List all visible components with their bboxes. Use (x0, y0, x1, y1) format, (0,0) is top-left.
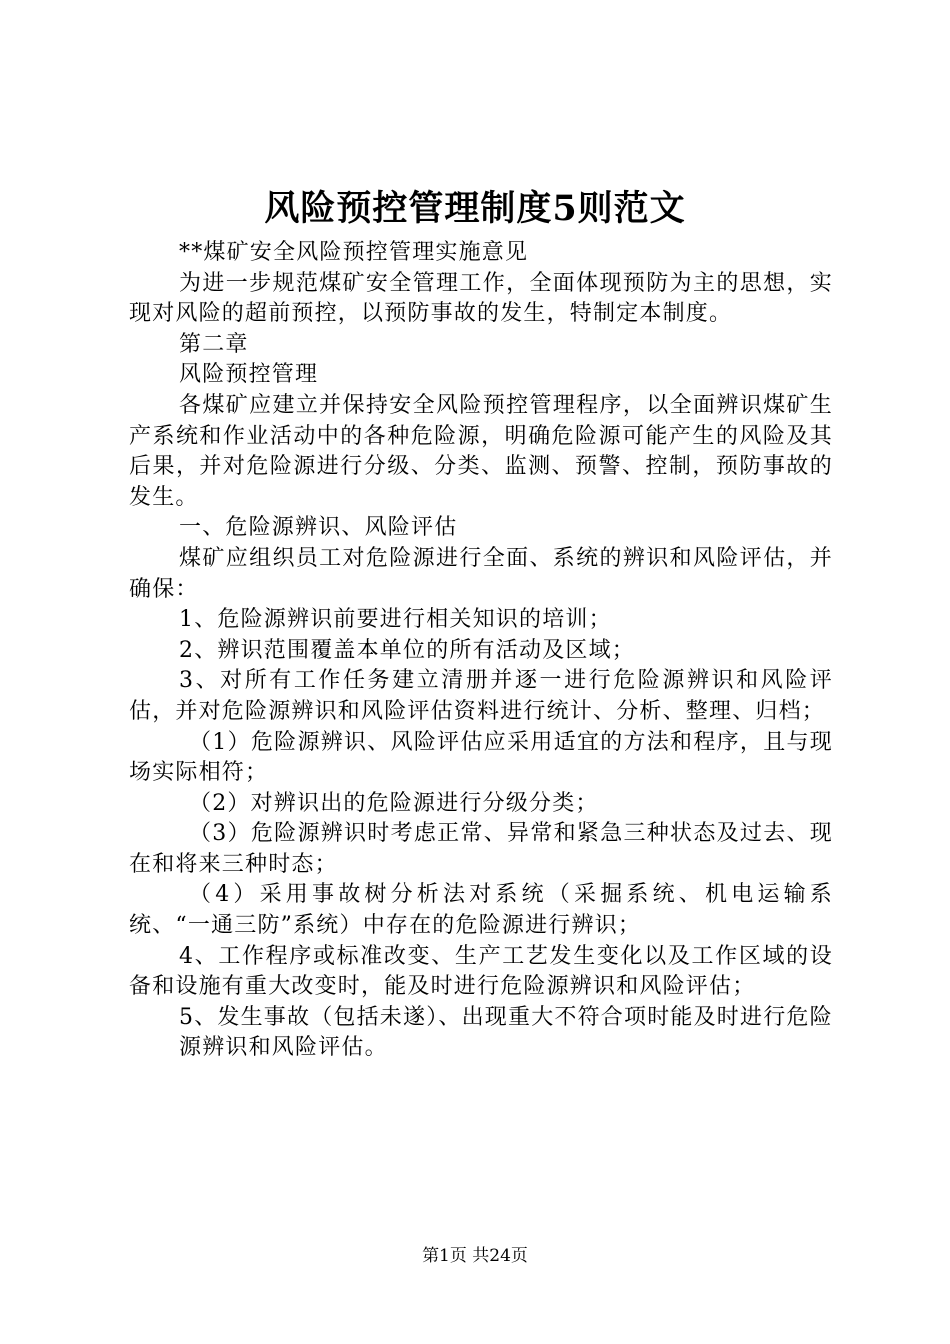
list-item: 5、发生事故（包括未遂）、出现重大不符合项时能及时进行危险 (179, 1004, 833, 1030)
sub-list-item: （1）危险源辨识、风险评估应采用适宜的方法和程序，且与现场实际相符； (129, 729, 833, 786)
paragraph-overview: 各煤矿应建立并保持安全风险预控管理程序，以全面辨识煤矿生产系统和作业活动中的各种危险源，明确危险源可能产生的风险及其后果，并对危险源进行分级、分类、监测、预警、控制，预防事故的发生。 (129, 392, 833, 510)
paragraph-chapter: 第二章 (179, 331, 249, 357)
paragraph-subtitle: **煤矿安全风险预控管理实施意见 (179, 240, 529, 265)
paragraph-section-heading: 一、危险源辨识、风险评估 (179, 515, 458, 541)
document-title: 风险预控管理制度5则范文 (264, 188, 686, 229)
paragraph-chapter-title: 风险预控管理 (179, 362, 319, 388)
list-item: 1、危险源辨识前要进行相关知识的培训； (179, 607, 612, 633)
sub-list-item: （2）对辨识出的危险源进行分级分类； (189, 790, 599, 816)
sub-list-item: （4）采用事故树分析法对系统（采掘系统、机电运输系统、“一通三防”系统）中存在的危险源进行辨识； (129, 882, 833, 939)
list-item: 2、辨识范围覆盖本单位的所有活动及区域； (179, 637, 635, 663)
list-item: 3、对所有工作任务建立清册并逐一进行危险源辨识和风险评估，并对危险源辨识和风险评估资料进行统计、分析、整理、归档； (129, 668, 833, 724)
page-number-footer: 第1页 共24页 (422, 1246, 528, 1266)
paragraph-section-intro: 煤矿应组织员工对危险源进行全面、系统的辨识和风险评估，并确保： (129, 545, 833, 602)
document-body (129, 238, 833, 1064)
sub-list-item: （3）危险源辨识时考虑正常、异常和紧急三种状态及过去、现在和将来三种时态； (129, 821, 833, 877)
paragraph-continuation: 源辨识和风险评估。 (179, 1035, 388, 1061)
paragraph-intro: 为进一步规范煤矿安全管理工作，全面体现预防为主的思想，实现对风险的超前预控，以预防事故的发生，特制定本制度。 (129, 270, 833, 327)
list-item: 4、工作程序或标准改变、生产工艺发生变化以及工作区域的设备和设施有重大改变时，能及时进行危险源辨识和风险评估； (129, 943, 833, 1000)
